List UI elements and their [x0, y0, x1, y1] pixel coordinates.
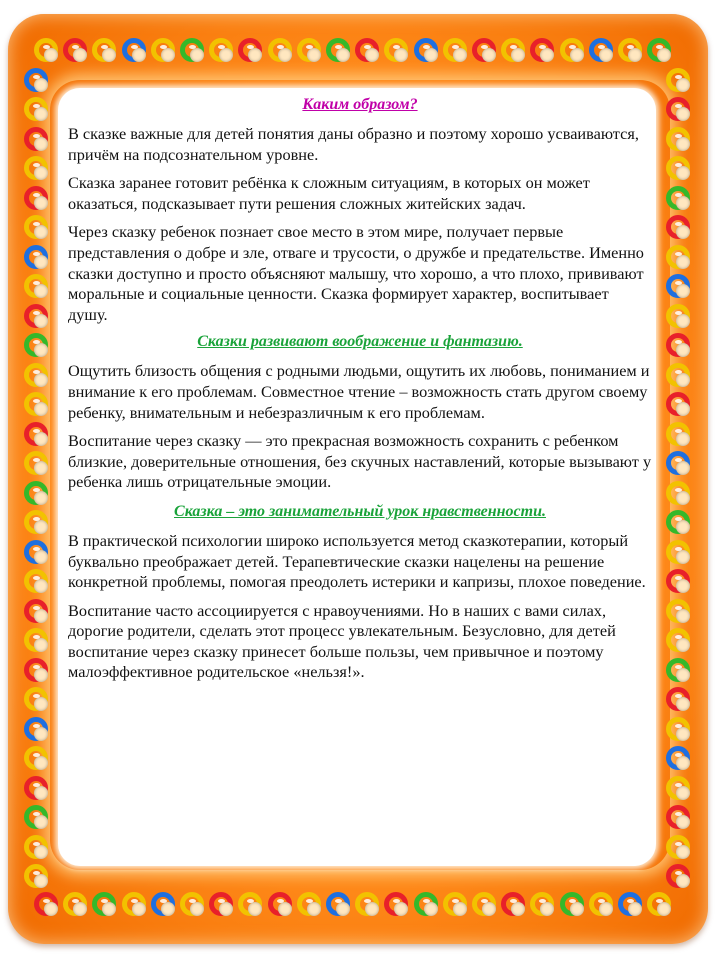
bead-blue: [666, 274, 690, 298]
bead-yellow: [530, 892, 554, 916]
bead-red: [24, 186, 48, 210]
bead-yellow: [297, 892, 321, 916]
bead-yellow: [24, 392, 48, 416]
bead-green: [92, 892, 116, 916]
bead-red: [666, 97, 690, 121]
bead-yellow: [151, 38, 175, 62]
section-imagination: [68, 331, 652, 353]
bead-blue: [122, 38, 146, 62]
paragraph: В практической психологии широко используется метод сказкотерапии, который буквально преображает детей. Терапевтические сказки нацелены на решение конкретной проблемы, помогая преодолеть истерики и капризы, плохое поведение.: [68, 530, 646, 592]
text-panel: [58, 88, 656, 866]
bead-yellow: [238, 892, 262, 916]
bead-yellow: [268, 38, 292, 62]
heading-morality: Сказка – это занимательный урок нравственности.: [174, 502, 546, 520]
bead-green: [666, 510, 690, 534]
bead-green: [666, 658, 690, 682]
bead-blue: [589, 38, 613, 62]
bead-yellow: [24, 746, 48, 770]
bead-yellow: [209, 38, 233, 62]
bead-blue: [24, 68, 48, 92]
bead-yellow: [24, 569, 48, 593]
bead-blue: [666, 451, 690, 475]
paragraph: В сказке важные для детей понятия даны образно и поэтому хорошо усваиваются, причём на подсознательном уровне.: [68, 124, 639, 164]
bead-red: [666, 392, 690, 416]
bead-yellow: [666, 68, 690, 92]
bead-blue: [24, 540, 48, 564]
paragraph: Через сказку ребенок познает свое место в этом мире, получает первые представления о добре и зле, отваге и трусости, о дружбе и предательстве. Именно сказки доступно и просто объясняют малышу, что хорошо, а что плохо, прививают моральные и социальные ценности. Сказка формирует характер, воспитывает душу.: [68, 222, 644, 324]
bead-yellow: [24, 451, 48, 475]
bead-yellow: [589, 892, 613, 916]
bead-yellow: [24, 835, 48, 859]
bead-red: [268, 892, 292, 916]
bead-yellow: [63, 892, 87, 916]
bead-yellow: [666, 835, 690, 859]
bead-yellow: [666, 422, 690, 446]
bead-red: [24, 422, 48, 446]
bead-green: [180, 38, 204, 62]
bead-red: [24, 658, 48, 682]
article: [68, 94, 652, 683]
bead-yellow: [24, 864, 48, 888]
bead-yellow: [472, 892, 496, 916]
bead-red: [666, 215, 690, 239]
bead-yellow: [24, 687, 48, 711]
bead-green: [414, 892, 438, 916]
bead-yellow: [24, 363, 48, 387]
bead-yellow: [24, 215, 48, 239]
bead-yellow: [666, 304, 690, 328]
bead-yellow: [24, 628, 48, 652]
bead-yellow: [355, 892, 379, 916]
bead-blue: [24, 245, 48, 269]
bead-yellow: [443, 892, 467, 916]
bead-red: [238, 38, 262, 62]
bead-yellow: [92, 38, 116, 62]
bead-red: [666, 687, 690, 711]
bead-red: [666, 569, 690, 593]
bead-green: [24, 805, 48, 829]
bead-yellow: [647, 892, 671, 916]
paragraph: Воспитание через сказку — это прекрасная возможность сохранить с ребенком близкие, доверительные отношения, без скучных наставлений, которые вызывают у ребенка лишь отрицательные эмоции.: [68, 431, 652, 492]
bead-yellow: [443, 38, 467, 62]
bead-blue: [414, 38, 438, 62]
bead-green: [326, 38, 350, 62]
bead-yellow: [666, 363, 690, 387]
bead-yellow: [24, 510, 48, 534]
bead-yellow: [384, 38, 408, 62]
bead-red: [355, 38, 379, 62]
bead-yellow: [666, 599, 690, 623]
paragraph: Ощутить близость общения с родными людьми, ощутить их любовь, пониманием и внимание к его проблемам. Совместное чтение – возможность стать другом своему ребенку, внимательным и небезразличным к его проблемам.: [68, 361, 650, 422]
bead-yellow: [666, 156, 690, 180]
bead-yellow: [618, 38, 642, 62]
bead-yellow: [24, 156, 48, 180]
bead-yellow: [180, 892, 204, 916]
bead-blue: [666, 746, 690, 770]
bead-yellow: [666, 481, 690, 505]
bead-yellow: [24, 274, 48, 298]
bead-yellow: [666, 540, 690, 564]
bead-blue: [24, 717, 48, 741]
bead-green: [24, 481, 48, 505]
bead-blue: [618, 892, 642, 916]
bead-yellow: [34, 38, 58, 62]
bead-yellow: [666, 245, 690, 269]
bead-green: [24, 333, 48, 357]
bead-yellow: [297, 38, 321, 62]
bead-red: [666, 864, 690, 888]
bead-green: [666, 186, 690, 210]
bead-red: [24, 599, 48, 623]
bead-yellow: [666, 776, 690, 800]
paragraph: Сказка заранее готовит ребёнка к сложным ситуациям, в которых он может оказаться, подсказывает пути решения сложных житейских задач.: [68, 173, 590, 213]
bead-yellow: [501, 38, 525, 62]
bead-blue: [151, 892, 175, 916]
heading-how: Каким образом?: [302, 96, 418, 113]
bead-red: [34, 892, 58, 916]
bead-green: [647, 38, 671, 62]
bead-red: [24, 776, 48, 800]
bead-red: [501, 892, 525, 916]
bead-yellow: [24, 97, 48, 121]
bead-red: [530, 38, 554, 62]
bead-red: [209, 892, 233, 916]
bead-yellow: [666, 717, 690, 741]
bead-red: [472, 38, 496, 62]
section-morality: [68, 501, 652, 523]
bead-yellow: [122, 892, 146, 916]
bead-red: [666, 333, 690, 357]
bead-red: [666, 805, 690, 829]
bead-red: [24, 127, 48, 151]
bead-yellow: [666, 628, 690, 652]
bead-red: [384, 892, 408, 916]
bead-red: [63, 38, 87, 62]
bead-red: [24, 304, 48, 328]
bead-green: [560, 892, 584, 916]
paragraph: Воспитание часто ассоциируется с нравоучениями. Но в наших с вами силах, дорогие родители, сделать этот процесс увлекательным. Безусловно, для детей воспитание через сказку принесет больше пользы, чем привычное и поэтому малоэффективное родительское «нельзя!».: [68, 600, 616, 682]
bead-blue: [326, 892, 350, 916]
bead-yellow: [666, 127, 690, 151]
heading-imagination: Сказки развивают воображение и фантазию.: [197, 333, 523, 351]
bead-yellow: [560, 38, 584, 62]
